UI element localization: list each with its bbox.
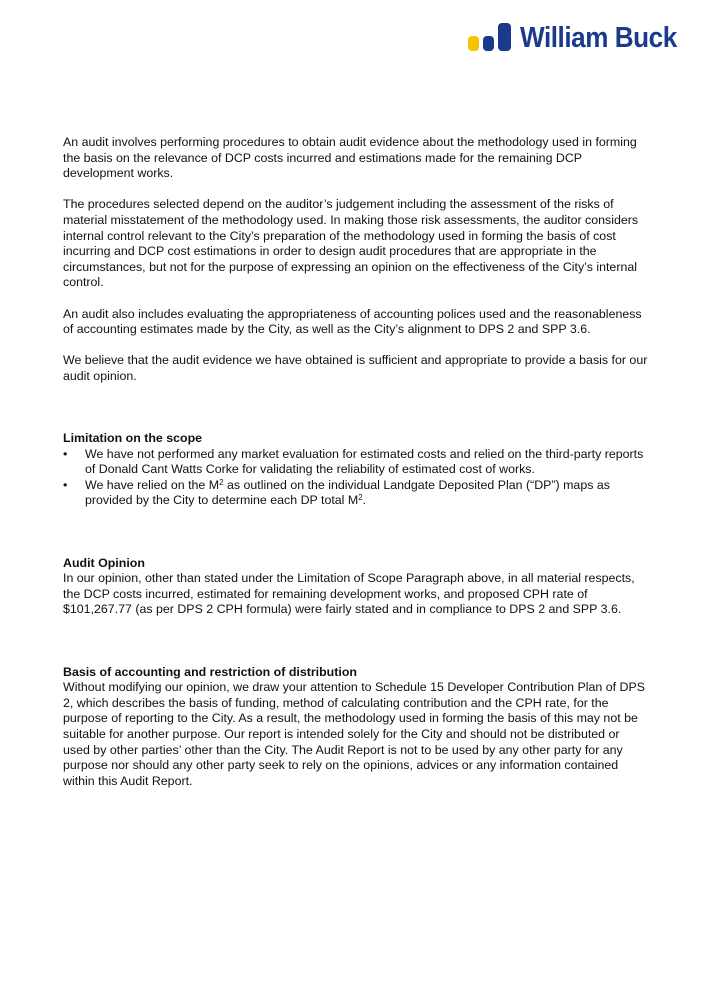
bullet-icon: • bbox=[63, 477, 68, 492]
limitation-bullet-text: We have not performed any market evaluation for estimated costs and relied on the third-party reports of Donald Cant Watts Corke for validating the reliability of estimated cost of works. bbox=[85, 446, 644, 477]
audit-opinion-text: In our opinion, other than stated under the Limitation of Scope Paragraph above, in all material respects, the DCP costs incurred, estimated for remaining development works, and proposed CPH rate of $101,267.77 (as per DPS 2 CPH formula) were fairly stated and in compliance to DPS 2 and SPP 3.6. bbox=[63, 571, 635, 617]
limitation-list bbox=[63, 447, 648, 509]
audit-opinion-heading: Audit Opinion bbox=[63, 555, 145, 570]
bullet-icon: • bbox=[63, 446, 68, 461]
william-buck-logo-mark-icon bbox=[468, 23, 516, 53]
william-buck-logo-text: William Buck bbox=[519, 22, 677, 54]
basis-heading: Basis of accounting and restriction of distribution bbox=[63, 664, 357, 679]
audit-evaluation-paragraph: An audit also includes evaluating the appropriateness of accounting polices used and the reasonableness of accounting estimates made by the City, as well as the City’s alignment to DPS 2 and SPP 3.6. bbox=[63, 306, 642, 337]
audit-evidence-paragraph: We believe that the audit evidence we have obtained is sufficient and appropriate to provide a basis for our audit opinion. bbox=[63, 353, 648, 383]
list-item bbox=[63, 447, 648, 478]
section-spacer bbox=[63, 400, 648, 431]
limitation-bullet-text bbox=[85, 478, 610, 508]
audit-procedures-paragraph: An audit involves performing procedures to obtain audit evidence about the methodology used in forming the basis on the relevance of DCP costs incurred and estimations made for the remaining DCP development works. bbox=[63, 135, 637, 181]
document-body bbox=[63, 135, 648, 805]
superscript: 2 bbox=[358, 493, 363, 503]
section-spacer bbox=[63, 634, 648, 665]
logo-blue-block-tall bbox=[498, 23, 511, 51]
superscript: 2 bbox=[219, 477, 224, 487]
logo-yellow-block bbox=[468, 36, 479, 51]
bullet-text-part: . bbox=[362, 493, 367, 508]
william-buck-logo bbox=[468, 22, 694, 54]
basis-text: Without modifying our opinion, we draw your attention to Schedule 15 Developer Contribution Plan of DPS 2, which describes the basis of funding, method of calculating contribution and the CPH rate, for the purpose of reporting to the City. As a result, the methodology used in forming the basis of this may not be suitable for another purpose. Our report is intended solely for the City and should not be distributed or used by other parties’ other than the City. The Audit Report is not to be used by any other party for any purpose nor should any other party seek to rely on the opinions, advices or any information contained within this Audit Report. bbox=[63, 680, 646, 788]
procedures-selection-paragraph: The procedures selected depend on the auditor’s judgement including the assessment of the risks of material misstatement of the methodology used. In making those risk assessments, the auditor considers internal control relevant to the City’s preparation of the methodology used in forming the basis of cost incurring and DCP cost estimations in order to design audit procedures that are appropriate in the circumstances, but not for the purpose of expressing an opinion on the effectiveness of the City’s internal control. bbox=[63, 197, 639, 290]
logo-blue-block-small bbox=[483, 36, 494, 51]
section-spacer bbox=[63, 525, 648, 556]
list-item bbox=[63, 478, 648, 509]
bullet-text-part: as outlined on the individual Landgate Deposited Plan (“DP”) maps as provided by the City to determine each DP total M bbox=[85, 477, 610, 508]
limitation-heading: Limitation on the scope bbox=[63, 431, 203, 446]
bullet-text-part: We have relied on the M bbox=[85, 477, 220, 492]
